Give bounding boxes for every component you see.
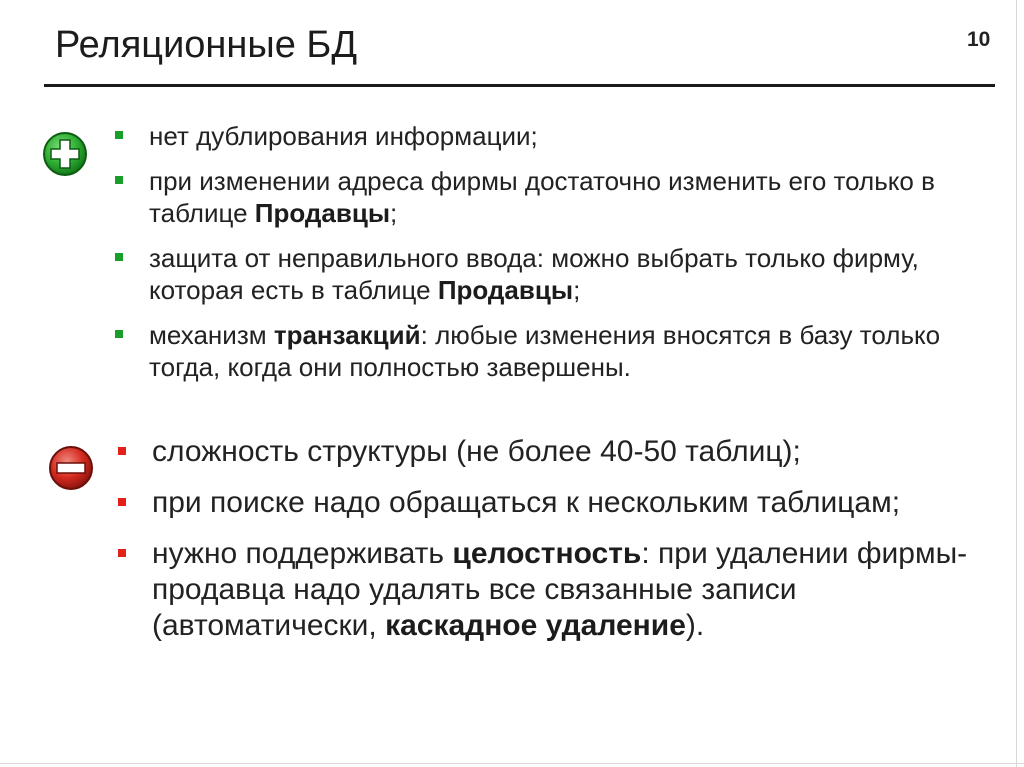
keyword: каскадное удаление: [385, 609, 686, 642]
keyword: транзакций: [273, 320, 421, 350]
slide-frame-edge: [1016, 0, 1017, 767]
bullet-icon: [118, 549, 126, 557]
plus-icon: [42, 131, 88, 177]
keyword: Продавцы: [254, 198, 391, 228]
slide-number: 10: [967, 28, 991, 51]
cons-list: [118, 434, 998, 659]
list-item: при изменении адреса фирмы достаточно изменить его только в таблице Продавцы;: [115, 165, 995, 229]
bullet-icon: [118, 447, 126, 455]
list-item: нужно поддерживать целостность: при удалении фирмы-продавца надо удалять все связанные записи (автоматически, каскадное удаление).: [118, 536, 998, 644]
list-item: защита от неправильного ввода: можно выбрать только фирму, которая есть в таблице Продавцы;: [115, 242, 995, 306]
list-item: механизм транзакций: любые изменения вносятся в базу только тогда, когда они полностью завершены.: [115, 319, 995, 383]
bullet-icon: [115, 330, 123, 338]
list-item: нет дублирования информации;: [115, 120, 995, 152]
title-divider: [44, 84, 995, 87]
slide-title: Реляционные БД: [55, 24, 358, 66]
bullet-icon: [115, 253, 123, 261]
keyword: Продавцы: [437, 275, 574, 305]
slide-frame-edge: [0, 763, 1024, 764]
bullet-icon: [115, 131, 123, 139]
list-item: при поиске надо обращаться к нескольким таблицам;: [118, 485, 998, 521]
bullet-icon: [118, 498, 126, 506]
pros-list: [115, 120, 995, 396]
list-item: сложность структуры (не более 40-50 таблиц);: [118, 434, 998, 470]
keyword: целостность: [452, 537, 642, 570]
bullet-icon: [115, 176, 123, 184]
minus-icon: [48, 445, 94, 491]
